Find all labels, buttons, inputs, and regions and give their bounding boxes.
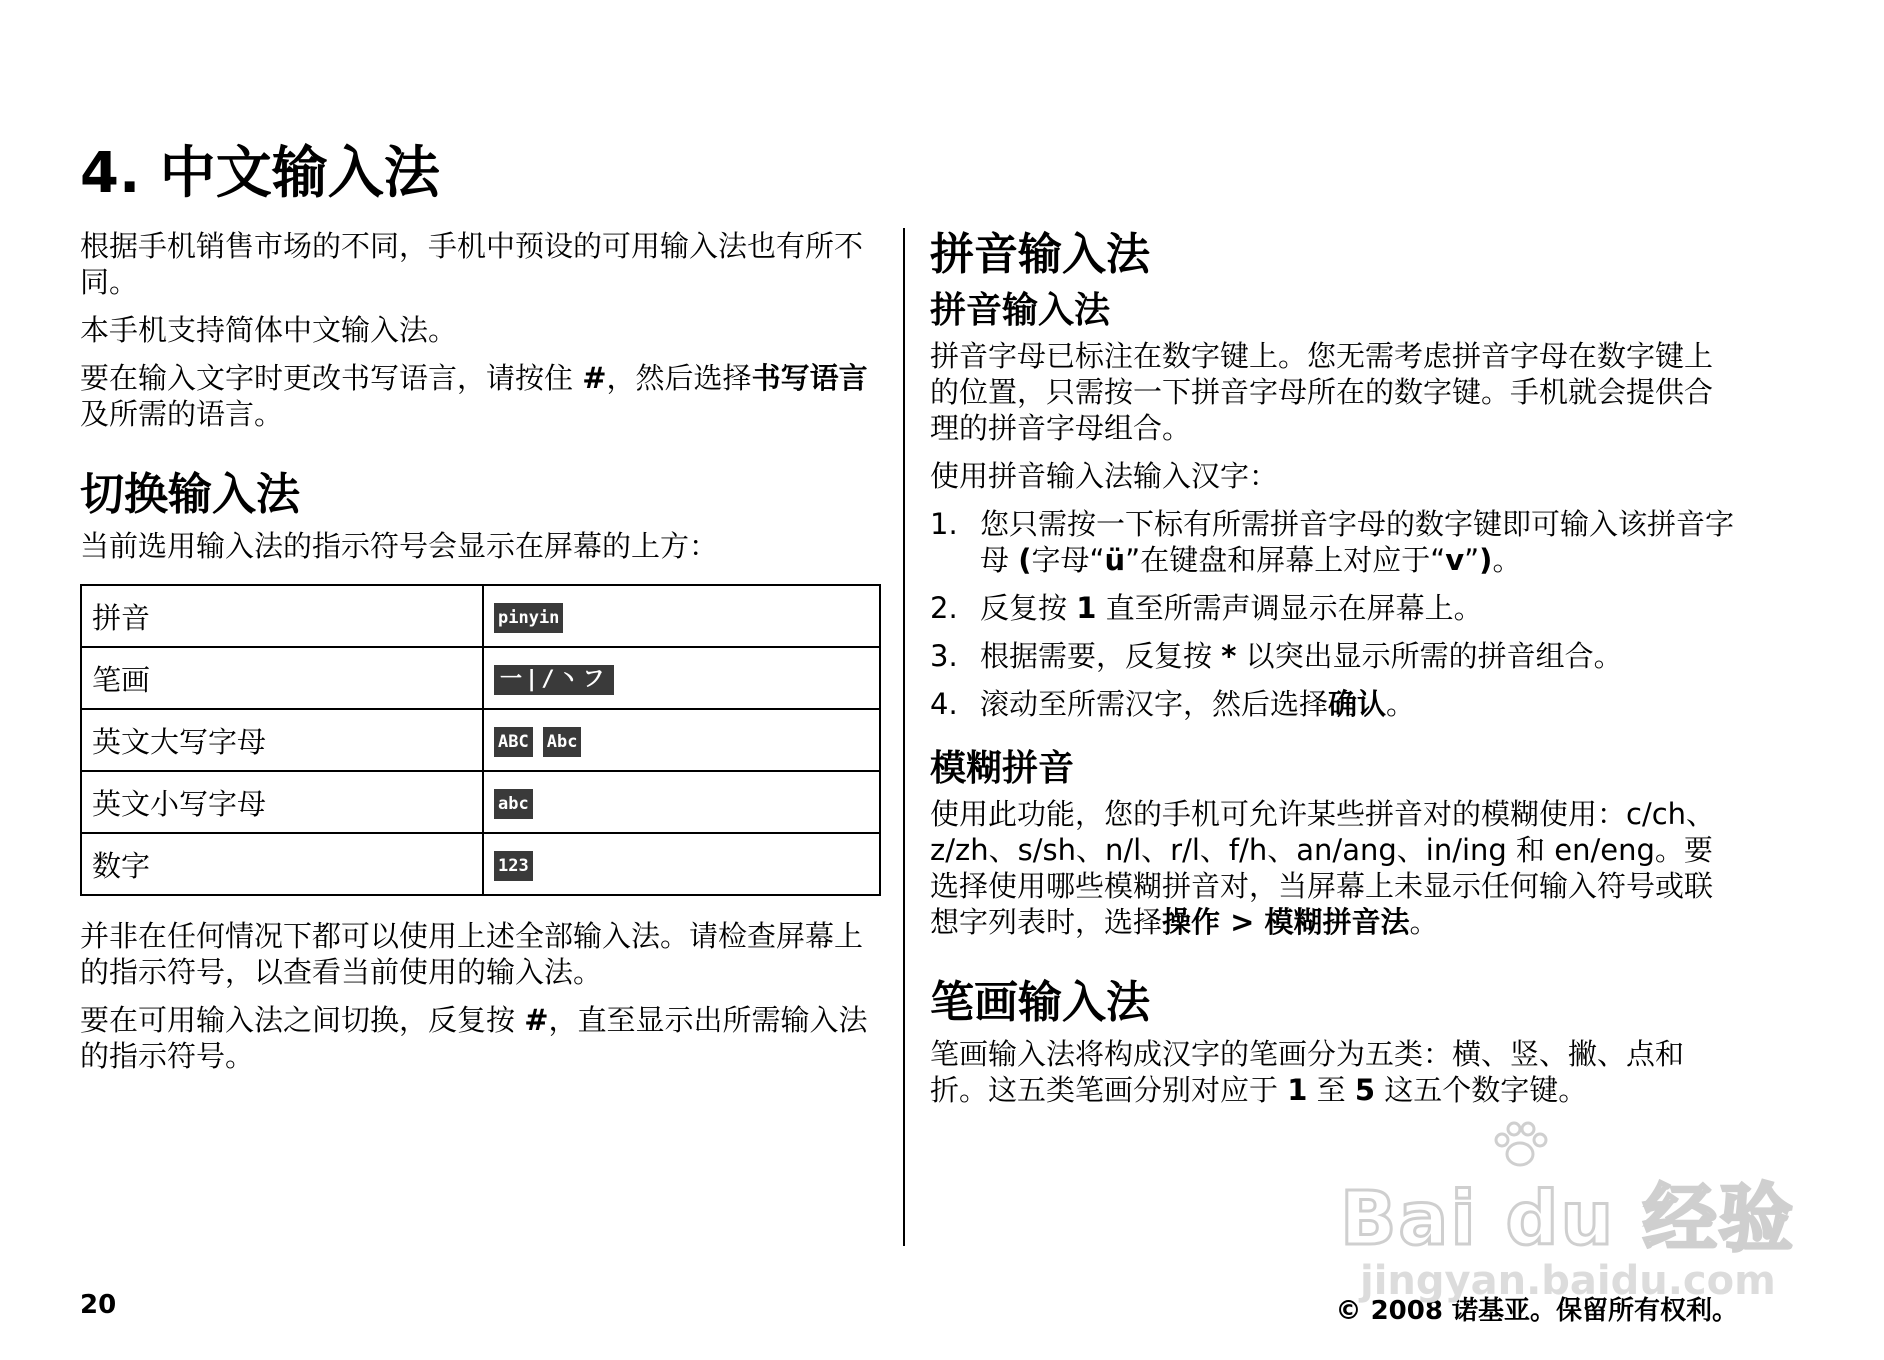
text: 要在可用输入法之间切换，反复按 (80, 1003, 525, 1037)
subsection-title-fuzzy: 模糊拼音 (930, 748, 1075, 789)
table-row (81, 771, 880, 833)
step-number: 3. (930, 639, 958, 673)
watermark-url: jingyan.baidu.com (1360, 1258, 1776, 1304)
text: 使用此功能，您的手机可允许某些拼音对的模糊使用：c/ch、z/zh、s/sh、n/l、r/l、f/h、an/ang、in/ing 和 en/eng。要选择使用哪些模糊拼音对，当屏幕上未显示任何输入符号或联想字列表时，选择 (930, 797, 1716, 939)
method-label: 数字 (81, 833, 483, 895)
stroke-description (930, 1036, 1740, 1108)
uppercase-indicator-icon: ABC (494, 727, 533, 757)
column-divider (903, 228, 905, 1246)
subsection-title-pinyin: 拼音输入法 (930, 290, 1111, 331)
option-fuzzy-pinyin: 模糊拼音法 (1264, 905, 1410, 939)
numeric-indicator-icon: 123 (494, 851, 533, 881)
method-label: 英文小写字母 (81, 771, 483, 833)
letter-v: v (1445, 543, 1465, 577)
method-label: 笔画 (81, 647, 483, 709)
text: ( (1018, 543, 1032, 577)
method-indicator-cell (483, 709, 880, 771)
step-number: 1. (930, 507, 958, 541)
key-hash: # (524, 1003, 549, 1037)
key-star: * (1221, 639, 1237, 673)
text: 直至所需声调显示在屏幕上。 (1096, 591, 1483, 625)
left-column (80, 228, 880, 1086)
text: 反复按 (980, 591, 1077, 625)
text: 根据需要，反复按 (980, 639, 1222, 673)
method-indicator-cell (483, 585, 880, 647)
chapter-title: 4. 中文输入法 (80, 141, 440, 206)
watermark-brand: Bai du 经验 (1340, 1176, 1795, 1262)
intro-paragraph-1: 根据手机销售市场的不同，手机中预设的可用输入法也有所不同。 (80, 229, 864, 299)
text: ” (1464, 543, 1480, 577)
sentence-case-indicator-icon: Abc (543, 727, 582, 757)
text: 至 (1307, 1073, 1355, 1107)
text: ”在键盘和屏幕上对应于“ (1125, 543, 1446, 577)
text: 。 (1492, 543, 1522, 577)
text: 。 (1409, 905, 1439, 939)
text: 及所需的语言。 (80, 397, 284, 431)
page-number: 20 (80, 1290, 117, 1320)
text: ，然后选择 (606, 361, 752, 395)
stroke-indicator-icon: 一|/丶フ (494, 665, 614, 695)
letter-u-umlaut: ü (1104, 543, 1126, 577)
text: 这五个数字键。 (1375, 1073, 1588, 1107)
key-5: 5 (1354, 1073, 1376, 1107)
key-hash: # (582, 361, 607, 395)
intro-paragraph-2: 本手机支持简体中文输入法。 (80, 313, 458, 347)
text: ，直至显示出所需输入法的指示符号。 (80, 1003, 868, 1073)
table-row (81, 833, 880, 895)
method-indicator-cell (483, 647, 880, 709)
pinyin-steps-list (930, 506, 1740, 722)
text: ) (1479, 543, 1493, 577)
text: 。 (1386, 687, 1416, 721)
section-title-pinyin: 拼音输入法 (930, 229, 1150, 280)
key-1: 1 (1287, 1073, 1308, 1107)
menu-separator: > (1220, 905, 1265, 939)
availability-note: 并非在任何情况下都可以使用上述全部输入法。请检查屏幕上的指示符号，以查看当前使用的输入法。 (80, 919, 864, 989)
text: 字母“ (1031, 543, 1105, 577)
copyright-notice: © 2008 诺基亚。保留所有权利。 (1335, 1296, 1738, 1326)
pinyin-indicator-icon: pinyin (494, 603, 563, 633)
key-1: 1 (1076, 591, 1097, 625)
section-title-stroke: 笔画输入法 (930, 977, 1150, 1028)
switch-how-paragraph (80, 1002, 880, 1074)
list-item (930, 686, 1740, 722)
list-item (930, 638, 1740, 674)
step-number: 4. (930, 687, 958, 721)
text: 以突出显示所需的拼音组合。 (1236, 639, 1623, 673)
list-item (930, 590, 1740, 626)
text: 滚动至所需汉字，然后选择 (980, 687, 1329, 721)
lowercase-indicator-icon: abc (494, 789, 533, 819)
method-label: 拼音 (81, 585, 483, 647)
text: 您只需按一下标有所需拼音字母的数字键即可输入该拼音字母 (980, 507, 1735, 577)
option-writing-language: 书写语言 (751, 361, 868, 395)
table-row (81, 585, 880, 647)
list-item (930, 506, 1740, 578)
pinyin-description: 拼音字母已标注在数字键上。您无需考虑拼音字母在数字键上的位置，只需按一下拼音字母所在的数字键。手机就会提供合理的拼音字母组合。 (930, 339, 1714, 445)
method-indicator-cell (483, 833, 880, 895)
method-indicator-cell (483, 771, 880, 833)
option-operations: 操作 (1162, 905, 1221, 939)
method-label: 英文大写字母 (81, 709, 483, 771)
text: 要在输入文字时更改书写语言，请按住 (80, 361, 583, 395)
paw-icon (1490, 1120, 1550, 1170)
text: 笔画输入法将构成汉字的笔画分为五类：横、竖、撇、点和折。这五类笔画分别对应于 (930, 1037, 1685, 1107)
switch-description: 当前选用输入法的指示符号会显示在屏幕的上方： (80, 529, 719, 563)
section-title-switch: 切换输入法 (80, 469, 300, 520)
writing-language-paragraph (80, 360, 880, 432)
option-confirm: 确认 (1328, 687, 1387, 721)
fuzzy-description (930, 796, 1740, 940)
table-row (81, 647, 880, 709)
pinyin-usage-intro: 使用拼音输入法输入汉字： (930, 459, 1279, 493)
table-row (81, 709, 880, 771)
right-column (930, 228, 1740, 1120)
step-number: 2. (930, 591, 958, 625)
input-method-table (80, 584, 881, 896)
